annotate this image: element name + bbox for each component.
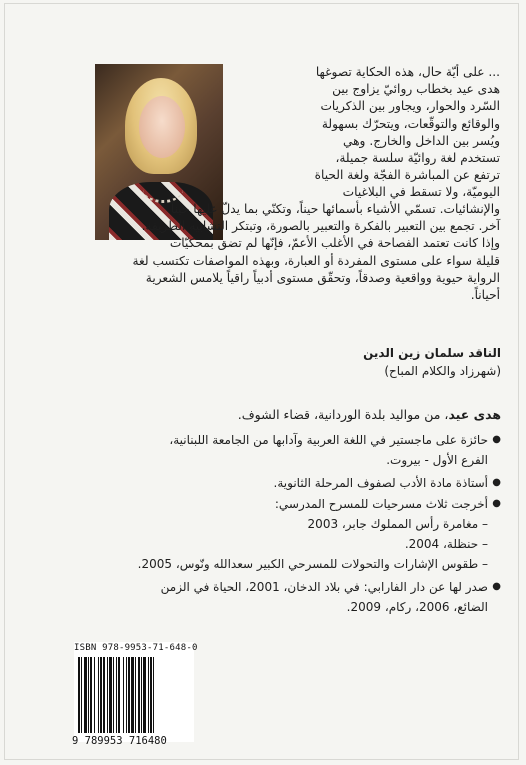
bullet-icon: ● [492, 434, 501, 445]
bio-subitem: – حنظلة، 2004. [404, 537, 488, 551]
review-line: اليوميّة، ولا تسقط في البلاغيات [342, 185, 500, 200]
review-line: أحياناً. [470, 288, 500, 303]
author-name: هدى عيد [448, 407, 501, 422]
review-line: والوقائع والتوقّعات، ويتحرّك بسهولة [321, 116, 500, 131]
barcode-bar [153, 657, 154, 733]
bullet-icon: ● [492, 498, 501, 509]
review-top-paragraph [236, 64, 500, 202]
barcode-icon [76, 657, 192, 735]
bio-item: صدر لها عن دار الفارابي: في بلاد الدخان، 2001، الحياة في الزمن [160, 580, 488, 594]
barcode-bar [78, 657, 80, 733]
photo-face [139, 96, 185, 158]
bio-heading [238, 407, 501, 422]
barcode-bar [109, 657, 112, 733]
barcode-digits: 9 789953 716480 [72, 735, 167, 747]
barcode-bar [81, 657, 82, 733]
barcode-bar [148, 657, 149, 733]
barcode-bar [135, 657, 136, 733]
barcode-bar [103, 657, 105, 733]
critic-book-title: (شهرزاد والكلام المباح) [384, 364, 501, 378]
barcode-bar [150, 657, 152, 733]
barcode-bar [116, 657, 117, 733]
review-line: وإذا كانت تعتمد الفصاحة في الأغلب الأعمّ، فإنّها لم تضق بمحكيّات [169, 236, 500, 251]
review-line: ترتفع عن المباشرة الفجّة ولغة الحياة [314, 168, 500, 183]
bio-item: حائزة على ماجستير في اللغة العربية وآدابها من الجامعة اللبنانية، [169, 433, 488, 447]
barcode-bar [84, 657, 87, 733]
bio-item: أخرجت ثلاث مسرحيات للمسرح المدرسي: [274, 497, 488, 511]
barcode-bar [141, 657, 142, 733]
barcode-bar [94, 657, 95, 733]
barcode-bar [98, 657, 99, 733]
barcode-bar [113, 657, 114, 733]
barcode-bar [131, 657, 134, 733]
review-line: ويُسر بين الداخل والخارج. وهي [342, 133, 500, 148]
review-line: السّرد والحوار، ويجاور بين الذكريات [320, 99, 500, 114]
bio-item: أستاذة مادة الأدب لصفوف المرحلة الثانوية. [273, 476, 488, 490]
barcode-bar [143, 657, 146, 733]
review-line: تستخدم لغة روائيّة سلسة جميلة، [335, 151, 500, 166]
bio-subitem: – مغامرة رأس المملوك جابر، 2003 [307, 517, 488, 531]
barcode-bar [88, 657, 89, 733]
review-line: ... على أيّة حال، هذه الحكاية تصوغها [315, 65, 500, 79]
isbn-label: ISBN 978-9953-71-648-0 [74, 643, 198, 653]
critic-name: الناقد سلمان زين الدين [363, 346, 501, 360]
photo-necklace [143, 176, 183, 203]
bio-subitem: – طقوس الإشارات والتحولات للمسرحي الكبير سعدالله ونّوس، 2005. [137, 557, 488, 571]
barcode-bar [128, 657, 130, 733]
barcode-bar [90, 657, 92, 733]
barcode-bar [126, 657, 127, 733]
review-line: قليلة سواء على مستوى المفردة أو العبارة، وبهذه المواصفات تكتسب لغة [132, 253, 500, 268]
bio-item: الفرع الأول - بيروت. [386, 453, 488, 467]
review-line: آخر. تجمع بين التعبير بالفكرة والتعبير بالصورة، وتبتكر التشابيه الطريفة. [141, 219, 500, 234]
review-line: هدى عيد بخطاب روائيّ يزاوج بين [332, 82, 500, 97]
review-line: الرواية حيوية وواقعية وصدقاً، وتحقّق مستوى أدبياً راقياً يلامس الشعرية [145, 270, 500, 285]
bio-item: الضائع، 2006، ركام، 2009. [346, 600, 488, 614]
barcode-bar [123, 657, 124, 733]
review-line: والإنشائيات. تسمّي الأشياء بأسمائها حيناً، وتكنّي بما يدلّ عليها حيناً [170, 202, 500, 216]
barcode-bar [107, 657, 108, 733]
review-bottom-paragraph [96, 201, 500, 304]
barcode-bar [100, 657, 102, 733]
barcode-bar [138, 657, 140, 733]
bullet-icon: ● [492, 581, 501, 592]
bullet-icon: ● [492, 477, 501, 488]
barcode-bar [118, 657, 120, 733]
bio-intro: ، من مواليد بلدة الوردانية، قضاء الشوف. [237, 407, 449, 422]
